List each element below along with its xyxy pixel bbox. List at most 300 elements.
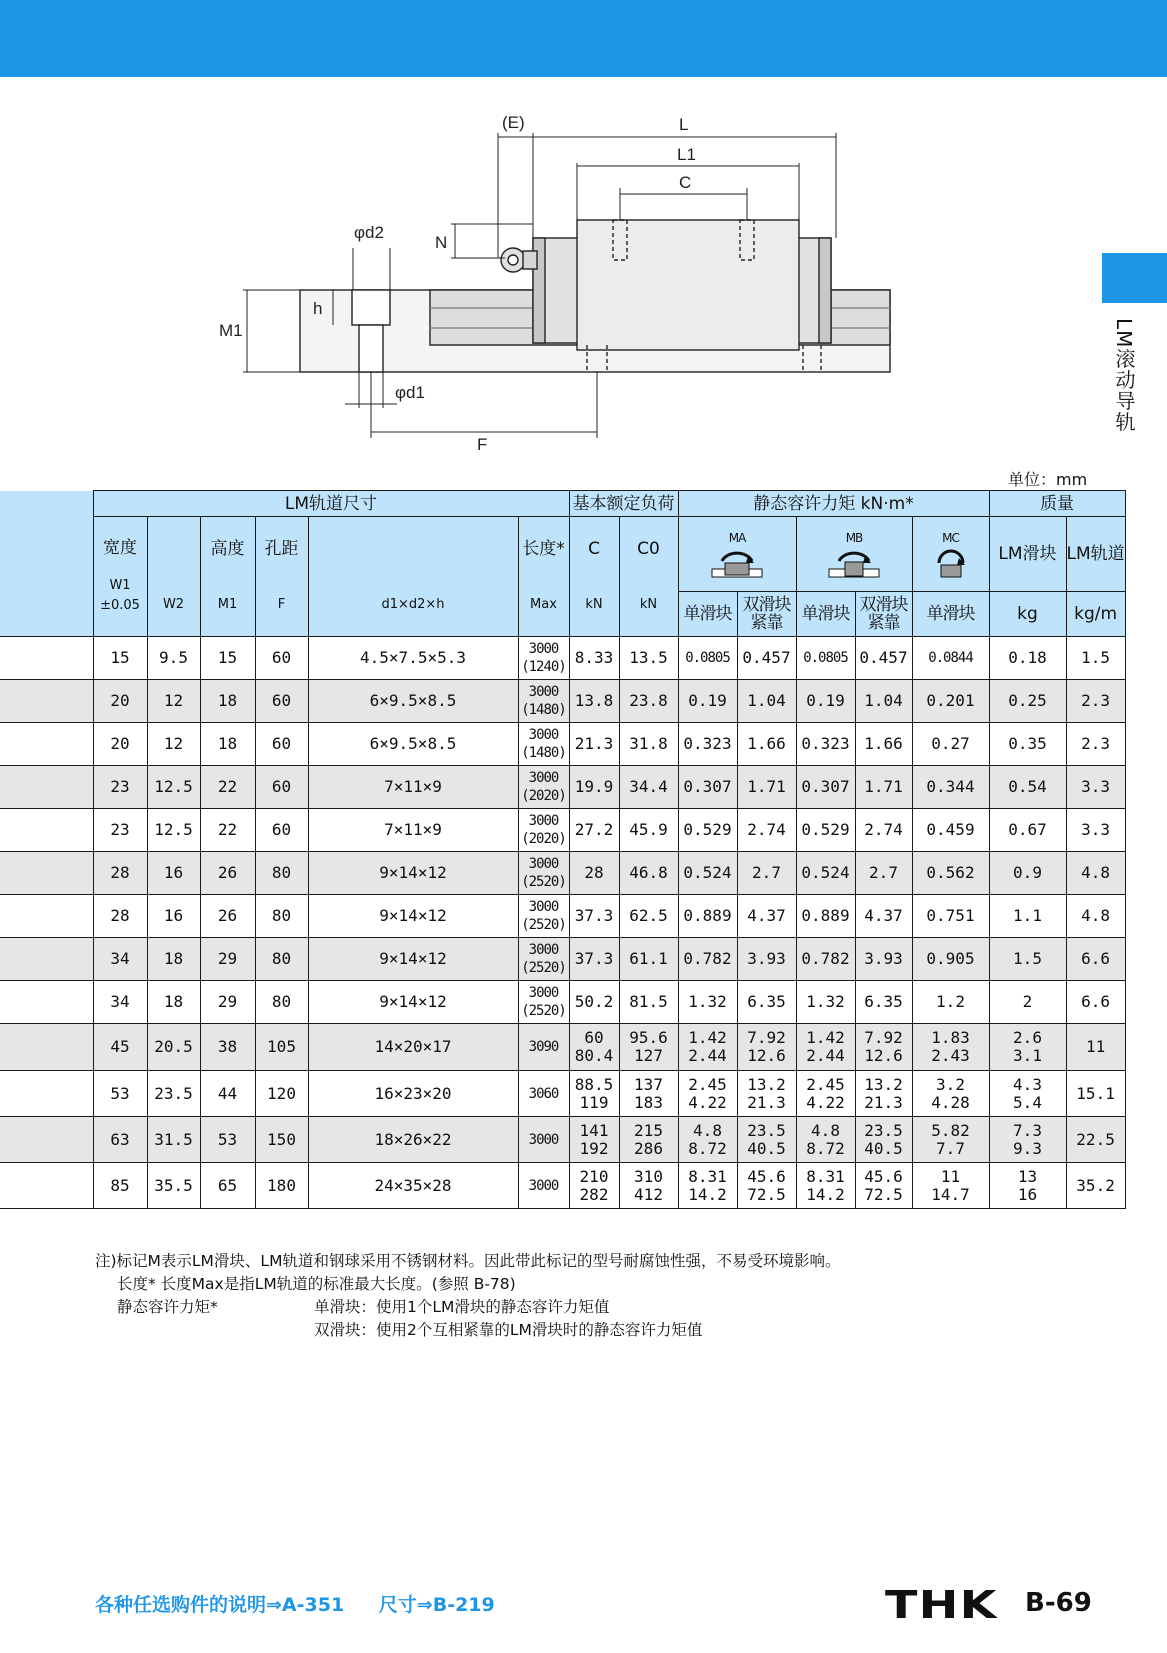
cell-m1: 44 [200,1071,255,1117]
col-ma: MA [678,517,796,592]
model-cell [0,981,93,1024]
cell-c0: 31.8 [619,723,678,766]
cell-m1: 38 [200,1024,255,1071]
cell-w2: 35.5 [147,1163,200,1209]
cell-mc: 0.344 [912,766,989,809]
cell-kg: 1.5 [989,938,1066,981]
cell-value-2: 282 [579,1184,609,1204]
cell-w2: 16 [147,852,200,895]
cell-mb2: 4.37 [855,895,912,938]
cell-mc: 0.562 [912,852,989,895]
cell-dims: 6×9.5×8.5 [308,723,518,766]
cell-mc: 0.905 [912,938,989,981]
cell-value: 1.42 [688,1028,727,1047]
cell-ma1 [678,1117,737,1163]
cell-ma2: 1.66 [737,723,796,766]
cell-c0: 62.5 [619,895,678,938]
cell-w1: 20 [93,723,147,766]
label-N: N [435,233,448,252]
cell-w2: 12.5 [147,809,200,852]
cell-f: 105 [255,1024,308,1071]
cell-kgm: 4.8 [1066,895,1125,938]
cell-value-2: (2520) [521,960,566,976]
cell-m1: 26 [200,852,255,895]
cell-value-2: (2020) [521,788,566,804]
moment-ma-icon [708,547,766,581]
rail-unit: kg/m [1066,592,1125,637]
cell-value: 60 [584,1028,604,1047]
cell-ma1: 0.524 [678,852,737,895]
cell-value: 7.92 [747,1028,786,1047]
ma-double: 双滑块紧靠 [737,592,796,637]
cell-mb1: 0.0805 [796,637,855,680]
cell-value-2: 14.2 [688,1184,727,1204]
col-rail-mass: LM轨道 [1066,517,1125,592]
cell-value: 45.6 [864,1166,903,1186]
note-length: 长度* 长度Max是指LM轨道的标准最大长度。(参照 B-78) [117,1275,516,1293]
cell-value-2: 9.3 [1013,1138,1042,1158]
table-row [0,1117,1125,1163]
cell-w1: 28 [93,852,147,895]
cell-w1: 20 [93,680,147,723]
cell-c0 [619,1117,678,1163]
cell-value: 310 [634,1166,663,1186]
cell-mc [912,1024,989,1071]
cell-m1: 29 [200,938,255,981]
col-pitch: 孔距 F [255,517,308,637]
cell-kg: 2 [989,981,1066,1024]
cell-m1: 65 [200,1163,255,1209]
label-d2: φd2 [354,223,384,242]
cell-value-2: 286 [634,1138,663,1158]
cell-value: 4.8 [811,1120,840,1140]
table-row [0,1163,1125,1209]
cell-f: 180 [255,1163,308,1209]
cell-w1: 63 [93,1117,147,1163]
cell-value: 8.31 [806,1166,845,1186]
cell-dims: 9×14×12 [308,852,518,895]
cell-kgm: 6.6 [1066,938,1125,981]
cell-c0: 13.5 [619,637,678,680]
header-bar [0,0,1167,77]
cell-m1: 18 [200,723,255,766]
cell-value: 13.2 [747,1074,786,1094]
cell-c0 [619,1024,678,1071]
cell-mb1 [796,1163,855,1209]
note-moment [95,1296,840,1319]
cell-value-2: 21.3 [864,1092,903,1112]
cell-ma2 [737,1024,796,1071]
label-F: F [477,435,488,454]
ma-single: 单滑块 [678,592,737,637]
cell-ma1: 0.323 [678,723,737,766]
cell-c: 50.2 [569,981,619,1024]
cell-mb2 [855,1024,912,1071]
cell-dims: 6×9.5×8.5 [308,680,518,723]
cell-value: 3000 [528,727,559,743]
cell-f: 60 [255,637,308,680]
note-moment-single: 单滑块：使用1个LM滑块的静态容许力矩值 [314,1298,610,1316]
cell-w2: 9.5 [147,637,200,680]
note-moment-double: 双滑块：使用2个互相紧靠的LM滑块时的静态容许力矩值 [314,1321,703,1339]
cell-len [518,637,569,680]
cell-mc: 0.27 [912,723,989,766]
cell-w2: 18 [147,981,200,1024]
model-cell [0,1163,93,1209]
cell-value-2: 5.4 [1013,1092,1042,1112]
cell-value-2: 4.22 [806,1092,845,1112]
cell-value-2: 4.28 [931,1092,970,1112]
cell-value: 3.2 [936,1074,965,1094]
cell-ma1: 0.529 [678,809,737,852]
cell-ma2 [737,1163,796,1209]
cell-m1: 29 [200,981,255,1024]
cell-w1: 23 [93,766,147,809]
model-cell [0,1117,93,1163]
cell-kgm: 35.2 [1066,1163,1125,1209]
cell-w1: 34 [93,981,147,1024]
cell-kg: 0.35 [989,723,1066,766]
col-height: 高度 M1 [200,517,255,637]
cell-mb2: 1.66 [855,723,912,766]
cell-dims: 9×14×12 [308,895,518,938]
section-label: LM滚动导轨 [1112,318,1136,433]
cell-dims: 7×11×9 [308,809,518,852]
cell-value-2: 40.5 [864,1138,903,1158]
cell-value: 4.8 [693,1120,722,1140]
cell-mb1: 0.782 [796,938,855,981]
note-moment-label: 静态容许力矩* [117,1298,218,1316]
cell-value: 3000 [528,985,559,1001]
cell-f: 150 [255,1117,308,1163]
cell-f: 60 [255,680,308,723]
dimensions-link[interactable]: 尺寸⇒B-219 [378,1594,495,1616]
cell-c [569,1117,619,1163]
cell-value: 1.83 [931,1028,970,1047]
cell-value: 3000 [528,899,559,915]
cell-kg: 0.67 [989,809,1066,852]
label-C: C [679,173,692,192]
cell-c: 19.9 [569,766,619,809]
cell-mb1: 0.889 [796,895,855,938]
cell-mb1: 0.307 [796,766,855,809]
cell-mc: 0.201 [912,680,989,723]
cell-value-2: 2.44 [688,1046,727,1065]
cell-c0 [619,1071,678,1117]
cell-w1: 23 [93,809,147,852]
cell-value: 23.5 [864,1120,903,1140]
model-cell [0,852,93,895]
cell-c: 8.33 [569,637,619,680]
cell-value-2: 14.7 [931,1184,970,1204]
model-header-blank [0,491,93,637]
cell-kg [989,1024,1066,1071]
cell-kgm: 1.5 [1066,637,1125,680]
col-dims: d1×d2×h [308,517,518,637]
cell-c: 21.3 [569,723,619,766]
cell-m1: 22 [200,809,255,852]
cell-len [518,809,569,852]
cell-value: 2.6 [1013,1028,1042,1047]
model-cell [0,1024,93,1071]
cell-w2: 12 [147,680,200,723]
cell-ma2: 6.35 [737,981,796,1024]
cell-len [518,981,569,1024]
cell-value-2: (1480) [521,745,566,761]
cell-value: 3000 [528,770,559,786]
col-c0: C0 kN [619,517,678,637]
cell-m1: 26 [200,895,255,938]
cell-value-2: (1480) [521,702,566,718]
cell-mb1: 0.529 [796,809,855,852]
cell-value: 13.2 [864,1074,903,1094]
cell-value: 3000 [528,856,559,872]
group-load: 基本额定负荷 [569,491,678,517]
cell-value-2: 4.22 [688,1092,727,1112]
group-rail: LM轨道尺寸 [93,491,569,517]
cell-value-2: 12.6 [864,1046,903,1065]
cell-dims: 16×23×20 [308,1071,518,1117]
cell-value-2: (2520) [521,917,566,933]
cell-c0: 81.5 [619,981,678,1024]
cell-w1: 34 [93,938,147,981]
cell-ma1: 0.782 [678,938,737,981]
cell-value-2: 3.1 [1013,1046,1042,1065]
table-row [0,809,1125,852]
cell-value-2: 72.5 [747,1184,786,1204]
cell-m1: 18 [200,680,255,723]
spec-table [0,490,1126,1209]
cell-value-2: (2020) [521,831,566,847]
cell-value-2: 8.72 [806,1138,845,1158]
cell-mb2: 2.74 [855,809,912,852]
cell-f: 80 [255,895,308,938]
cell-kgm: 4.8 [1066,852,1125,895]
cell-len: 3000 [518,1163,569,1209]
cell-ma2: 1.71 [737,766,796,809]
cell-value: 95.6 [629,1028,668,1047]
label-L1: L1 [677,145,696,164]
group-moment: 静态容许力矩 kN·m* [678,491,989,517]
cell-kg: 0.54 [989,766,1066,809]
model-cell [0,1071,93,1117]
cell-value-2: 192 [579,1138,609,1158]
footer-links [95,1590,523,1617]
table-row [0,1071,1125,1117]
group-mass: 质量 [989,491,1125,517]
cell-w2: 18 [147,938,200,981]
cell-ma2: 2.74 [737,809,796,852]
cell-len [518,938,569,981]
cell-c [569,1163,619,1209]
cell-ma1: 1.32 [678,981,737,1024]
page-number: B-69 [1025,1588,1092,1618]
notes [95,1250,840,1342]
cell-mb2: 2.7 [855,852,912,895]
cell-c0: 46.8 [619,852,678,895]
cell-ma2: 2.7 [737,852,796,895]
cell-value: 13 [1017,1166,1038,1186]
cell-dims: 4.5×7.5×5.3 [308,637,518,680]
table-row [0,852,1125,895]
cell-w1: 85 [93,1163,147,1209]
cell-w2: 12 [147,723,200,766]
cell-kg: 0.9 [989,852,1066,895]
cell-kg: 0.18 [989,637,1066,680]
cell-value: 141 [579,1120,609,1140]
cell-w2: 12.5 [147,766,200,809]
cell-f: 60 [255,723,308,766]
cell-mb1: 0.19 [796,680,855,723]
cell-value-2: 2.44 [806,1046,845,1065]
cell-value: 215 [634,1120,663,1140]
cell-f: 80 [255,852,308,895]
mc-single: 单滑块 [912,592,989,637]
model-cell [0,723,93,766]
cell-kg: 1.1 [989,895,1066,938]
table-row [0,637,1125,680]
cell-ma2: 1.04 [737,680,796,723]
cell-ma1: 0.307 [678,766,737,809]
cell-len: 3060 [518,1071,569,1117]
col-w2: W2 [147,517,200,637]
cell-ma1: 0.889 [678,895,737,938]
cell-mc: 1.2 [912,981,989,1024]
cell-w1: 45 [93,1024,147,1071]
cell-f: 120 [255,1071,308,1117]
cell-value-2: 12.6 [747,1046,786,1065]
cell-kgm: 15.1 [1066,1071,1125,1117]
cell-c0: 23.8 [619,680,678,723]
cell-mc: 0.0844 [912,637,989,680]
col-width: 宽度 W1 ±0.05 [93,517,147,637]
cell-f: 80 [255,938,308,981]
cell-value: 45.6 [747,1166,786,1186]
cell-c: 27.2 [569,809,619,852]
cell-dims: 9×14×12 [308,981,518,1024]
cell-mb2 [855,1163,912,1209]
cell-mc: 0.751 [912,895,989,938]
cell-mc [912,1071,989,1117]
cell-len [518,723,569,766]
col-mb: MB [796,517,912,592]
col-mc: MC [912,517,989,592]
cell-c: 37.3 [569,895,619,938]
table-row [0,895,1125,938]
cell-value-2: 119 [579,1092,609,1112]
cell-ma2 [737,1117,796,1163]
label-h: h [313,299,323,318]
cell-ma1 [678,1024,737,1071]
cell-kgm: 11 [1066,1024,1125,1071]
note-stainless: 注)标记M表示LM滑块、LM轨道和钢球采用不锈钢材料。因此带此标记的型号耐腐蚀性强，不易受环境影响。 [95,1252,841,1270]
cell-ma2: 4.37 [737,895,796,938]
block-unit: kg [989,592,1066,637]
cell-kg: 0.25 [989,680,1066,723]
cell-mc [912,1163,989,1209]
cell-value: 5.82 [931,1120,970,1140]
cell-c0: 34.4 [619,766,678,809]
cell-value: 88.5 [574,1074,614,1094]
cell-ma1: 0.19 [678,680,737,723]
cell-value: 3000 [528,684,559,700]
cell-value-2: 7.7 [936,1138,965,1158]
cell-mb1: 0.323 [796,723,855,766]
cell-value-2: 8.72 [688,1138,727,1158]
table-row [0,981,1125,1024]
col-block-mass: LM滑块 [989,517,1066,592]
cell-mc [912,1117,989,1163]
cell-c: 28 [569,852,619,895]
cell-kgm: 3.3 [1066,766,1125,809]
cell-c: 13.8 [569,680,619,723]
cell-value: 11 [940,1166,961,1186]
cell-w2: 20.5 [147,1024,200,1071]
cell-kgm: 3.3 [1066,809,1125,852]
cell-dims: 24×35×28 [308,1163,518,1209]
cell-mb1 [796,1071,855,1117]
mb-single: 单滑块 [796,592,855,637]
cell-value-2: 80.4 [574,1046,614,1065]
cell-dims: 9×14×12 [308,938,518,981]
cell-c0 [619,1163,678,1209]
cell-value-2: 183 [634,1092,663,1112]
cell-ma2: 0.457 [737,637,796,680]
table-row [0,1024,1125,1071]
label-E: (E) [502,113,525,132]
cell-ma1: 0.0805 [678,637,737,680]
cell-value-2: 412 [634,1184,663,1204]
cell-f: 80 [255,981,308,1024]
cell-kgm: 2.3 [1066,680,1125,723]
cell-c: 37.3 [569,938,619,981]
col-length: 长度* Max [518,517,569,637]
cell-mc: 0.459 [912,809,989,852]
cell-value-2: (2520) [521,1003,566,1019]
cell-w1: 15 [93,637,147,680]
table-row [0,723,1125,766]
cell-w1: 28 [93,895,147,938]
options-link[interactable]: 各种任选购件的说明⇒A-351 [95,1594,345,1616]
model-cell [0,809,93,852]
table-row [0,680,1125,723]
cell-w2: 23.5 [147,1071,200,1117]
cell-value: 3000 [528,813,559,829]
dimension-drawing [215,108,955,468]
cell-value: 1.42 [806,1028,845,1047]
cell-c0: 45.9 [619,809,678,852]
cell-value-2: 127 [634,1046,663,1065]
cell-mb1: 0.524 [796,852,855,895]
cell-value-2: 72.5 [864,1184,903,1204]
cell-mb1 [796,1117,855,1163]
cell-dims: 7×11×9 [308,766,518,809]
cell-value: 3000 [528,942,559,958]
cell-value: 23.5 [747,1120,786,1140]
label-d1: φd1 [395,383,425,402]
cell-ma2 [737,1071,796,1117]
cell-ma1 [678,1071,737,1117]
cell-value-2: 40.5 [747,1138,786,1158]
cell-kg [989,1117,1066,1163]
cell-value: 3000 [528,641,559,657]
moment-mb-icon [825,547,883,581]
cell-dims: 18×26×22 [308,1117,518,1163]
cell-dims: 14×20×17 [308,1024,518,1071]
cell-len [518,680,569,723]
model-cell [0,895,93,938]
cell-len: 3090 [518,1024,569,1071]
